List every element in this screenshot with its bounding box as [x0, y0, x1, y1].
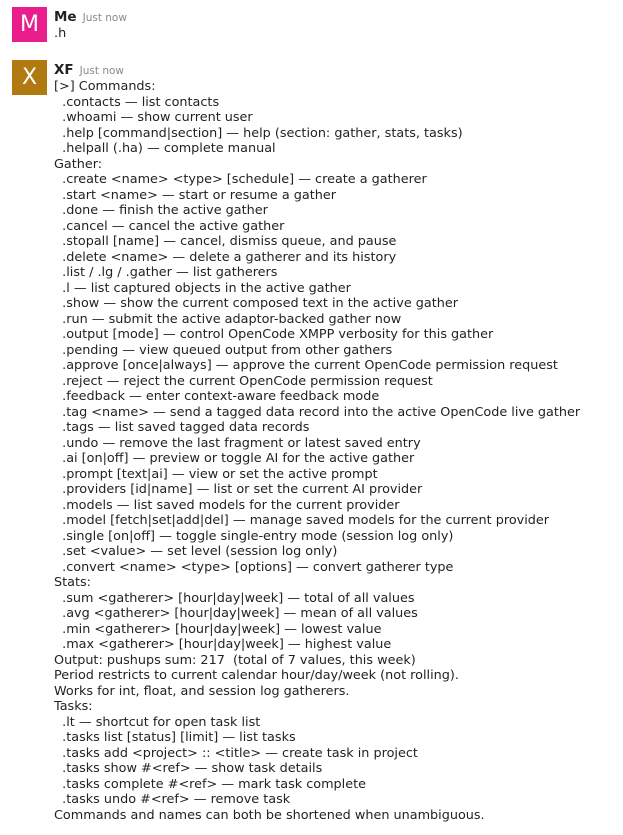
author-name: Me	[54, 9, 77, 25]
message-line: .undo — remove the last fragment or latest saved entry	[54, 435, 421, 451]
message-line: [>] Commands:	[54, 79, 156, 94]
message-line: Period restricts to current calendar hour/day/week (not rolling).	[54, 668, 459, 683]
message-line: .avg <gatherer> [hour|day|week] — mean of all values	[54, 606, 418, 621]
message-line: .start <name> — start or resume a gather	[54, 187, 336, 203]
message-line: .helpall (.ha) — complete manual	[54, 141, 276, 156]
message-line: Output: pushups sum: 217 (total of 7 values, this week)	[54, 652, 416, 668]
message-line: .lt — shortcut for open task list	[54, 714, 261, 730]
message-line: .model [fetch|set|add|del] — manage saved models for the current provider	[54, 513, 550, 528]
message-line: .convert <name> <type> [options] — convert gatherer type	[54, 559, 454, 575]
message-line: .min <gatherer> [hour|day|week] — lowest value	[54, 621, 382, 637]
message-line: Tasks:	[54, 699, 93, 714]
message-line: .list / .lg / .gather — list gatherers	[54, 265, 278, 280]
message-line: .tasks undo #<ref> — remove task	[54, 792, 291, 807]
message-line: .cancel — cancel the active gather	[54, 218, 285, 234]
message-line: Commands and names can both be shortened when unambiguous.	[54, 807, 485, 823]
avatar[interactable]	[12, 60, 47, 95]
message-line: .feedback — enter context-aware feedback mode	[54, 389, 380, 404]
message-text-block	[54, 79, 623, 823]
message-line: .l — list captured objects in the active gather	[54, 280, 351, 296]
message-line: .single [on|off] — toggle single-entry mode (session log only)	[54, 528, 454, 544]
message-line: .set <value> — set level (session log only)	[54, 544, 338, 559]
message-line: .prompt [text|ai] — view or set the active prompt	[54, 466, 378, 482]
message-text: .h	[54, 26, 67, 41]
message-body	[54, 7, 623, 42]
message-line: .tasks add <project> :: <title> — create task in project	[54, 745, 418, 761]
message-line: .output [mode] — control OpenCode XMPP verbosity for this gather	[54, 327, 494, 342]
message-line: .done — finish the active gather	[54, 203, 268, 218]
message-line: .tasks show #<ref> — show task details	[54, 761, 323, 776]
message-body	[54, 60, 623, 823]
message-line: .pending — view queued output from other gathers	[54, 342, 393, 358]
message-line: .run — submit the active adaptor-backed gather now	[54, 311, 402, 327]
message-line: .help [command|section] — help (section: gather, stats, tasks)	[54, 125, 463, 141]
message-line: .sum <gatherer> [hour|day|week] — total of all values	[54, 590, 415, 606]
message-line: .tasks complete #<ref> — mark task complete	[54, 776, 366, 792]
message-line: Stats:	[54, 575, 91, 590]
message-line: .providers [id|name] — list or set the current AI provider	[54, 482, 423, 497]
message-line: .approve [once|always] — approve the current OpenCode permission request	[54, 358, 558, 373]
author-name: XF	[54, 62, 74, 78]
avatar-letter: X	[21, 65, 38, 90]
avatar-letter: M	[20, 12, 39, 37]
message-line: .contacts — list contacts	[54, 94, 220, 110]
message-line: .max <gatherer> [hour|day|week] — highest value	[54, 637, 392, 652]
avatar[interactable]	[12, 7, 47, 42]
message-line: .show — show the current composed text in the active gather	[54, 296, 458, 311]
message-line: .ai [on|off] — preview or toggle AI for the active gather	[54, 451, 415, 466]
message-line: .models — list saved models for the current provider	[54, 497, 400, 513]
timestamp: Just now	[79, 65, 124, 77]
message-line: .stopall [name] — cancel, dismiss queue, and pause	[54, 234, 397, 249]
message-line: .create <name> <type> [schedule] — create a gatherer	[54, 172, 427, 187]
message-line: .reject — reject the current OpenCode permission request	[54, 373, 433, 389]
message-line: Works for int, float, and session log gatherers.	[54, 683, 350, 699]
message-header	[54, 60, 623, 78]
message-header	[54, 7, 623, 25]
timestamp: Just now	[82, 12, 127, 24]
message-line: Gather:	[54, 156, 103, 172]
message-line: .delete <name> — delete a gatherer and its history	[54, 249, 397, 265]
message-line: .tags — list saved tagged data records	[54, 420, 310, 435]
message-line: .whoami — show current user	[54, 110, 253, 125]
message-line: .tag <name> — send a tagged data record into the active OpenCode live gather	[54, 404, 581, 420]
message-line: .tasks list [status] [limit] — list tasks	[54, 730, 296, 745]
